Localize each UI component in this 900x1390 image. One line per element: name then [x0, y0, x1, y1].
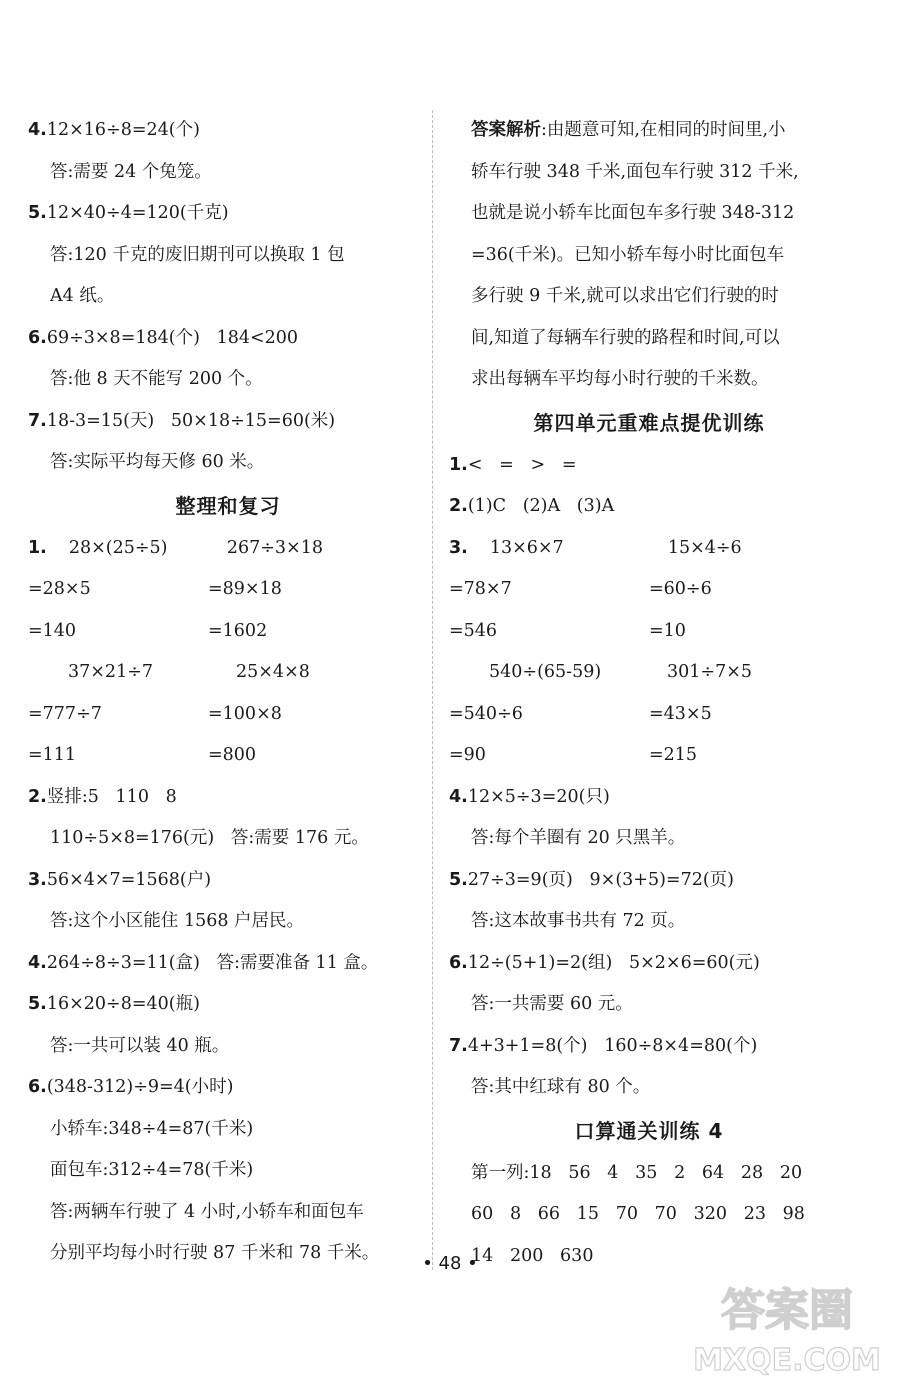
r2-line: 2.(1)C (2)A (3)A [449, 496, 615, 516]
watermark-text-url: MXQE.COM [693, 1343, 881, 1378]
analysis-line-4: =36(千米)。已知小轿车每小时比面包车 [471, 244, 785, 265]
s1-row-5: =777÷7 =100×8 [28, 703, 282, 724]
s6-line-4: 答:两辆车行驶了 4 小时,小轿车和面包车 [50, 1201, 364, 1222]
s4-line: 4.264÷8÷3=11(盒) 答:需要准备 11 盒。 [28, 952, 379, 973]
s1-row-6: =111 =800 [28, 745, 257, 765]
left-column [28, 110, 428, 1275]
analysis-line-1: 答案解析:由题意可知,在相同的时间里,小 [471, 120, 786, 140]
s1-row-1: 1. 28×(25÷5) 267÷3×18 [28, 537, 323, 558]
r7-answer: 答:其中红球有 80 个。 [471, 1077, 651, 1097]
q5-answer-2: A4 纸。 [50, 286, 115, 306]
r1-line: 1.< = > = [449, 454, 577, 475]
watermark-logo [692, 1270, 882, 1380]
analysis-line-3: 也就是说小轿车比面包车多行驶 348-312 [471, 203, 795, 223]
analysis-line-2: 轿车行驶 348 千米,面包车行驶 312 千米, [471, 161, 799, 182]
r6-line: 6.12÷(5+1)=2(组) 5×2×6=60(元) [449, 952, 760, 973]
right-column [449, 110, 849, 1277]
s5-line: 5.16×20÷8=40(瓶) [28, 994, 200, 1014]
s6-line-5: 分别平均每小时行驶 87 千米和 78 千米。 [50, 1243, 380, 1263]
oral-line-1: 第一列:18 56 4 35 2 64 28 20 [471, 1162, 803, 1183]
s6-line: 6.(348-312)÷9=4(小时) [28, 1077, 234, 1097]
s6-line-3: 面包车:312÷4=78(千米) [50, 1160, 254, 1180]
s1-row-4: 37×21÷7 25×4×8 [68, 662, 310, 682]
s5-answer: 答:一共可以装 40 瓶。 [50, 1035, 230, 1056]
r3-row-1: 3. 13×6×7 15×4÷6 [449, 537, 742, 558]
watermark-text-cn: 答案圈 [721, 1285, 853, 1336]
q4-line: 4.12×16÷8=24(个) [28, 120, 200, 140]
analysis-line-7: 求出每辆车平均每小时行驶的千米数。 [471, 369, 769, 389]
q6-answer: 答:他 8 天不能写 200 个。 [50, 369, 263, 389]
s2-line: 2.竖排:5 110 8 [28, 786, 177, 807]
q5-answer-1: 答:120 千克的废旧期刊可以换取 1 包 [50, 244, 345, 265]
q4-answer: 答:需要 24 个兔笼。 [50, 161, 212, 182]
s6-line-2: 小轿车:348÷4=87(千米) [50, 1118, 254, 1139]
q7-line: 7.18-3=15(天) 50×18÷15=60(米) [28, 410, 336, 431]
r3-row-6: =90 =215 [449, 745, 698, 765]
r3-row-5: =540÷6 =43×5 [449, 703, 712, 724]
r3-row-4: 540÷(65-59) 301÷7×5 [489, 662, 752, 682]
r4-line: 4.12×5÷3=20(只) [449, 786, 610, 807]
s2-line-2: 110÷5×8=176(元) 答:需要 176 元。 [50, 828, 369, 848]
r3-row-2: =78×7 =60÷6 [449, 579, 712, 599]
analysis-line-6: 间,知道了每辆车行驶的路程和时间,可以 [471, 327, 780, 348]
r5-answer: 答:这本故事书共有 72 页。 [471, 911, 686, 931]
section-title-unit4: 第四单元重难点提优训练 [533, 410, 765, 435]
r3-row-3: =546 =10 [449, 620, 686, 641]
page-number: • 48 • [422, 1253, 478, 1274]
r4-answer: 答:每个羊圈有 20 只黑羊。 [471, 828, 686, 848]
section-title-oral: 口算通关训练 4 [574, 1118, 724, 1143]
oral-line-2: 60 8 66 15 70 70 320 23 98 [471, 1204, 805, 1224]
column-divider [432, 110, 433, 1270]
section-title-review: 整理和复习 [175, 493, 281, 518]
s3-answer: 答:这个小区能住 1568 户居民。 [50, 911, 305, 931]
s1-row-2: =28×5 =89×18 [28, 579, 282, 599]
q7-answer: 答:实际平均每天修 60 米。 [50, 452, 265, 472]
s1-row-3: =140 =1602 [28, 620, 268, 641]
r7-line: 7.4+3+1=8(个) 160÷8×4=80(个) [449, 1035, 758, 1056]
r6-answer: 答:一共需要 60 元。 [471, 994, 633, 1014]
s3-line: 3.56×4×7=1568(户) [28, 869, 212, 890]
q5-line: 5.12×40÷4=120(千克) [28, 203, 229, 223]
q6-line: 6.69÷3×8=184(个) 184<200 [28, 327, 299, 348]
analysis-line-5: 多行驶 9 千米,就可以求出它们行驶的时 [471, 286, 779, 306]
oral-line-3: 14 200 630 [471, 1245, 594, 1266]
r5-line: 5.27÷3=9(页) 9×(3+5)=72(页) [449, 869, 735, 890]
